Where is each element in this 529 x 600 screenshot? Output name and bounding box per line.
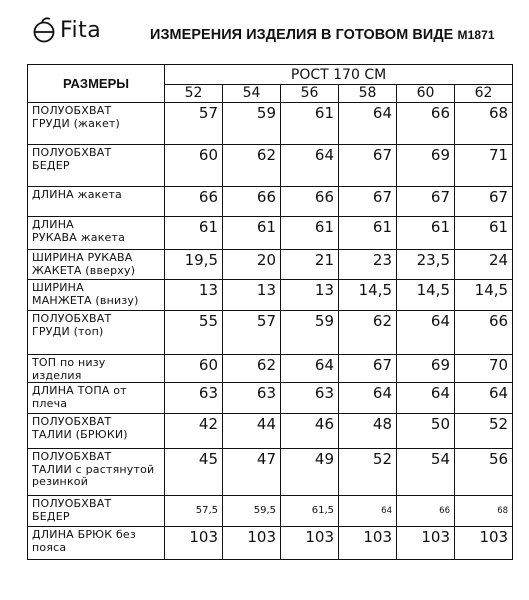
- measurement-value: 103: [397, 527, 455, 560]
- measurement-value: 70: [455, 355, 513, 383]
- measurement-value: 44: [223, 414, 281, 449]
- measurement-value: 67: [455, 187, 513, 217]
- measurement-name-line: ДЛИНА: [32, 218, 74, 231]
- measurement-value: 14,5: [455, 280, 513, 311]
- measurement-value: 23,5: [397, 250, 455, 280]
- measurement-value: 66: [397, 103, 455, 145]
- measurement-value: 54: [397, 449, 455, 496]
- measurement-name-line: ТОП по низу: [32, 356, 106, 369]
- measurement-value: 19,5: [165, 250, 223, 280]
- measurement-value: 24: [455, 250, 513, 280]
- measurement-value: 45: [165, 449, 223, 496]
- table-row: [28, 145, 513, 187]
- measurement-name-line: ДЛИНА БРЮК без: [32, 528, 136, 541]
- table-row: [28, 103, 513, 145]
- page-title: [150, 27, 495, 43]
- measurement-value: 59: [223, 103, 281, 145]
- measurement-name: [28, 145, 165, 187]
- size-header: 62: [455, 85, 513, 103]
- measurement-value: 57: [223, 311, 281, 355]
- measurement-name: [28, 187, 165, 217]
- measurement-value: 59: [281, 311, 339, 355]
- measurement-name-line: ЖАКЕТА (вверху): [32, 263, 136, 277]
- measurement-value: 103: [281, 527, 339, 560]
- measurement-name-line: плеча: [32, 396, 68, 410]
- table-row: [28, 187, 513, 217]
- table-row: [28, 414, 513, 449]
- measurement-name: [28, 527, 165, 560]
- measurement-value: 13: [281, 280, 339, 311]
- measurement-value: 20: [223, 250, 281, 280]
- measurement-name-line: БЕДЕР: [32, 158, 70, 172]
- measurement-name: [28, 383, 165, 414]
- measurement-value: 61: [281, 103, 339, 145]
- measurement-value: 64: [339, 496, 397, 527]
- measurement-name-line: ПОЛУОБХВАТ: [32, 104, 112, 117]
- size-header: 52: [165, 85, 223, 103]
- measurement-name: [28, 280, 165, 311]
- measurement-name-line: РУКАВА жакета: [32, 230, 126, 244]
- measurement-value: 64: [455, 383, 513, 414]
- measurement-value: 61: [339, 217, 397, 250]
- measurement-value: 47: [223, 449, 281, 496]
- measurement-value: 57: [165, 103, 223, 145]
- measurement-value: 64: [397, 311, 455, 355]
- measurement-name: [28, 311, 165, 355]
- measurement-value: 21: [281, 250, 339, 280]
- measurement-value: 59,5: [223, 496, 281, 527]
- measurement-value: 57,5: [165, 496, 223, 527]
- page-header: [0, 0, 529, 60]
- measurement-value: 62: [223, 355, 281, 383]
- size-header: 56: [281, 85, 339, 103]
- measurement-value: 64: [397, 383, 455, 414]
- measurement-value: 64: [281, 145, 339, 187]
- measurement-value: 68: [455, 103, 513, 145]
- brand-name: Fita: [60, 17, 102, 43]
- brand-logo-icon: [32, 16, 58, 44]
- measurement-value: 62: [339, 311, 397, 355]
- measurement-value: 64: [339, 383, 397, 414]
- measurement-value: 14,5: [397, 280, 455, 311]
- measurement-name-line: пояса: [32, 540, 67, 554]
- measurement-value: 23: [339, 250, 397, 280]
- table-row: [28, 383, 513, 414]
- measurement-value: 103: [223, 527, 281, 560]
- table-row: [28, 355, 513, 383]
- table-row: [28, 496, 513, 527]
- measurement-name-line: БЕДЕР: [32, 509, 70, 523]
- measurement-value: 64: [339, 103, 397, 145]
- measurement-value: 52: [455, 414, 513, 449]
- measurement-name: [28, 355, 165, 383]
- size-header: 60: [397, 85, 455, 103]
- brand-logo: [32, 16, 101, 44]
- size-table: [27, 64, 513, 560]
- measurement-name-line: ГРУДИ (топ): [32, 324, 104, 338]
- measurement-value: 62: [223, 145, 281, 187]
- model-code: M1871: [457, 28, 495, 42]
- measurement-value: 69: [397, 145, 455, 187]
- measurement-value: 61: [223, 217, 281, 250]
- measurement-name-line: ГРУДИ (жакет): [32, 116, 121, 130]
- measurement-value: 67: [339, 355, 397, 383]
- measurement-value: 66: [223, 187, 281, 217]
- measurement-value: 69: [397, 355, 455, 383]
- measurement-name-line: изделия: [32, 368, 82, 382]
- size-header: 54: [223, 85, 281, 103]
- measurement-value: 14,5: [339, 280, 397, 311]
- measurement-name-line: ПОЛУОБХВАТ: [32, 146, 112, 159]
- measurement-name-line: ПОЛУОБХВАТ: [32, 450, 112, 463]
- measurement-value: 56: [455, 449, 513, 496]
- measurement-value: 52: [339, 449, 397, 496]
- measurement-value: 103: [455, 527, 513, 560]
- measurement-value: 49: [281, 449, 339, 496]
- table-row: [28, 217, 513, 250]
- table-row: [28, 250, 513, 280]
- measurement-value: 61: [165, 217, 223, 250]
- height-label: РОСТ 170 СМ: [165, 65, 513, 85]
- measurement-name-line: ПОЛУОБХВАТ: [32, 415, 112, 428]
- measurement-name: [28, 250, 165, 280]
- title-text: ИЗМЕРЕНИЯ ИЗДЕЛИЯ В ГОТОВОМ ВИДЕ: [150, 27, 454, 43]
- measurement-value: 61,5: [281, 496, 339, 527]
- measurement-value: 13: [165, 280, 223, 311]
- measurement-value: 68: [455, 496, 513, 527]
- measurement-value: 66: [165, 187, 223, 217]
- measurement-value: 63: [223, 383, 281, 414]
- measurement-value: 63: [281, 383, 339, 414]
- measurement-value: 48: [339, 414, 397, 449]
- measurement-value: 42: [165, 414, 223, 449]
- size-header: 58: [339, 85, 397, 103]
- measurement-name-line: ТАЛИИ с растянутой: [32, 462, 155, 476]
- measurement-value: 55: [165, 311, 223, 355]
- table-row: [28, 311, 513, 355]
- measurement-value: 66: [455, 311, 513, 355]
- measurement-value: 64: [281, 355, 339, 383]
- measurement-name-line: ДЛИНА ТОПА от: [32, 384, 127, 397]
- measurement-value: 67: [339, 187, 397, 217]
- measurement-name: [28, 217, 165, 250]
- measurement-value: 66: [281, 187, 339, 217]
- measurement-value: 63: [165, 383, 223, 414]
- measurement-value: 61: [455, 217, 513, 250]
- measurement-name-line: ШИРИНА РУКАВА: [32, 251, 133, 264]
- measurement-value: 50: [397, 414, 455, 449]
- measurement-name-line: ПОЛУОБХВАТ: [32, 497, 112, 510]
- table-row: [28, 449, 513, 496]
- measurement-value: 13: [223, 280, 281, 311]
- measurement-name-line: ШИРИНА: [32, 281, 84, 294]
- measurement-name: [28, 449, 165, 496]
- measurement-name-line: резинкой: [32, 475, 89, 488]
- corner-label: РАЗМЕРЫ: [28, 65, 165, 103]
- measurement-name: [28, 103, 165, 145]
- measurement-name-line: ПОЛУОБХВАТ: [32, 312, 112, 325]
- measurement-value: 67: [339, 145, 397, 187]
- measurement-value: 60: [165, 355, 223, 383]
- measurement-value: 60: [165, 145, 223, 187]
- table-row: [28, 527, 513, 560]
- measurement-name: [28, 496, 165, 527]
- measurement-value: 71: [455, 145, 513, 187]
- measurement-value: 46: [281, 414, 339, 449]
- measurement-name-line: ДЛИНА жакета: [32, 188, 122, 201]
- measurement-name: [28, 414, 165, 449]
- measurement-value: 103: [165, 527, 223, 560]
- measurement-value: 61: [397, 217, 455, 250]
- measurement-value: 67: [397, 187, 455, 217]
- measurement-name-line: МАНЖЕТА (внизу): [32, 293, 139, 307]
- measurement-value: 103: [339, 527, 397, 560]
- table-header-row: [28, 65, 513, 85]
- measurement-name-line: ТАЛИИ (БРЮКИ): [32, 427, 128, 441]
- table-row: [28, 280, 513, 311]
- measurement-value: 66: [397, 496, 455, 527]
- measurement-value: 61: [281, 217, 339, 250]
